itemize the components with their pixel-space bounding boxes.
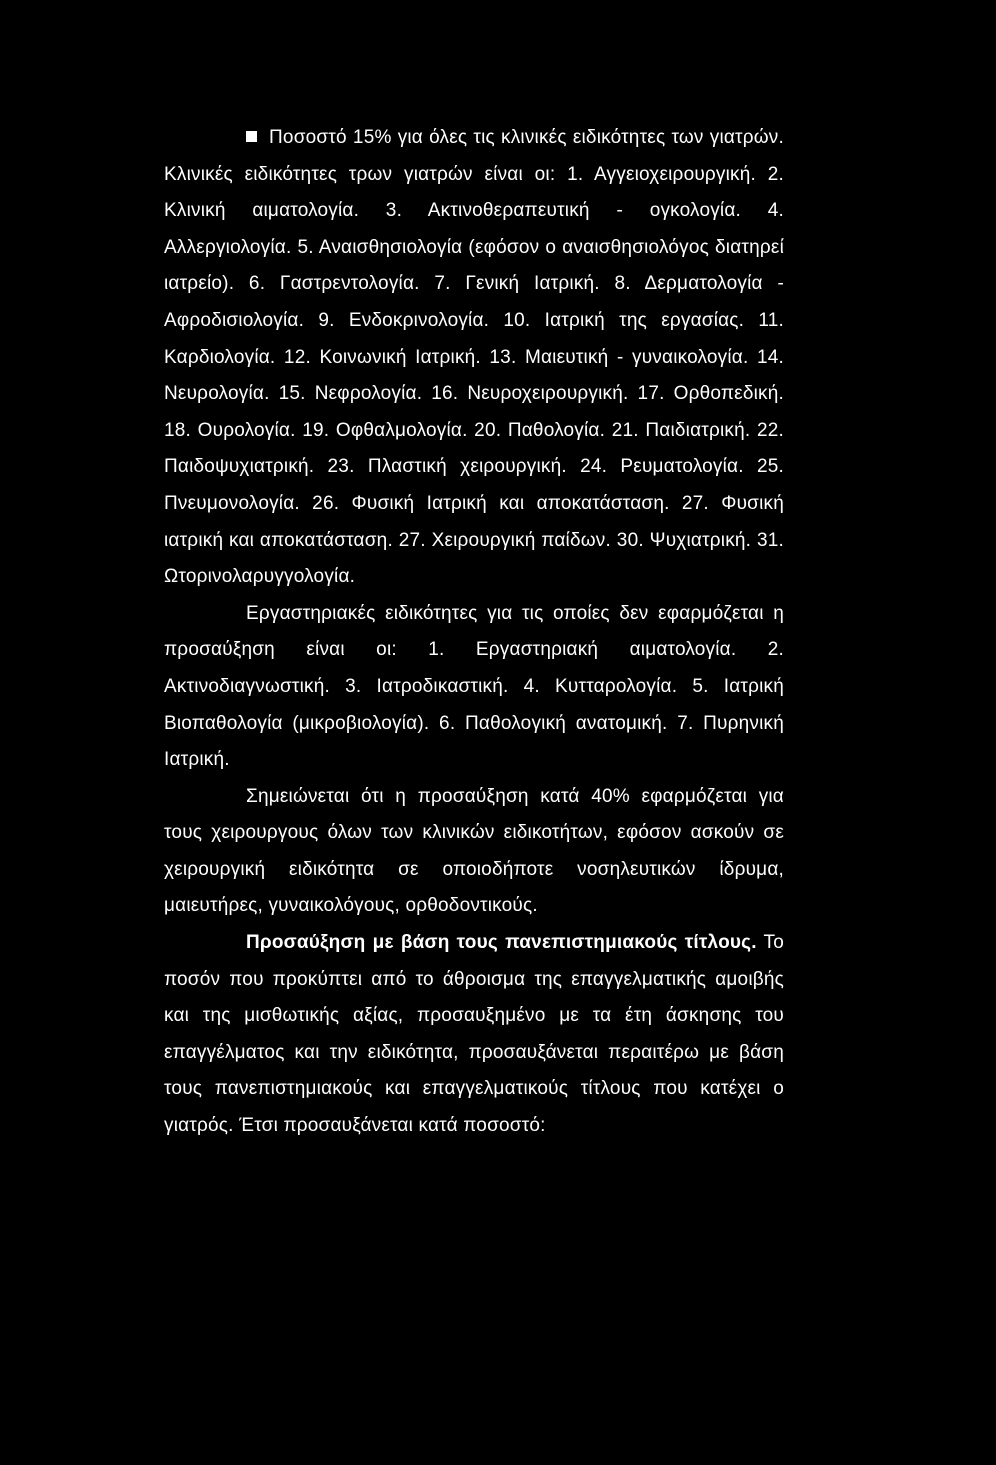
paragraph-university-titles-text: Το ποσόν που προκύπτει από το άθροισμα της επαγγελματικής αμοιβής και της μισθωτικής αξίας, προσαυξημένο με τα έτη άσκησης του επαγγέλματος και την ειδικότητα, προσαυξάνεται περαιτέρω με βάση τους πανεπιστημιακούς και επαγγελματικούς τίτλους που κατέχει ο γιατρός. Έτσι προσαυξάνεται κατά ποσοστό: bbox=[164, 932, 784, 1137]
paragraph-surgeons-note bbox=[164, 779, 784, 925]
paragraph-laboratory-specialties-text: Εργαστηριακές ειδικότητες για τις οποίες δεν εφαρμόζεται η προσαύξηση είναι οι: 1. Εργαστηριακή αιματολογία. 2. Ακτινοδιαγνωστική. 3. Ιατροδικαστική. 4. Κυτταρολογία. 5. Ιατρική Βιοπαθολογία (μικροβιολογία). 6. Παθολογική ανατομική. 7. Πυρηνική Ιατρική. bbox=[164, 602, 784, 771]
square-bullet-icon bbox=[246, 131, 257, 142]
section-heading: Προσαύξηση με βάση τους πανεπιστημιακούς τίτλους. bbox=[246, 932, 757, 954]
paragraph-clinical-specialties-text: Ποσοστό 15% για όλες τις κλινικές ειδικότητες των γιατρών. Κλινικές ειδικότητες τρων γιατρών είναι οι: 1. Αγγειοχειρουργική. 2. Κλινική αιματολογία. 3. Ακτινοθεραπευτική - ογκολογία. 4. Αλλεργιολογία. 5. Αναισθησιολογία (εφόσον ο αναισθησιολόγος διατηρεί ιατρείο). 6. Γαστρεντολογία. 7. Γενική Ιατρική. 8. Δερματολογία - Αφροδισιολογία. 9. Ενδοκρινολογία. 10. Ιατρική της εργασίας. 11. Καρδιολογία. 12. Κοινωνική Ιατρική. 13. Μαιευτική - γυναικολογία. 14. Νευρολογία. 15. Νεφρολογία. 16. Νευροχειρουργική. 17. Ορθοπεδική. 18. Ουρολογία. 19. Οφθαλμολογία. 20. Παθολογία. 21. Παιδιατρική. 22. Παιδοψυχιατρική. 23. Πλαστική χειρουργική. 24. Ρευματολογία. 25. Πνευμονολογία. 26. Φυσική Ιατρική και αποκατάσταση. 27. Φυσική ιατρική και αποκατάσταση. 27. Χειρουργική παίδων. 30. Ψυχιατρική. 31. Ωτορινολαρυγγολογία. bbox=[164, 127, 784, 588]
paragraph-university-titles bbox=[164, 925, 784, 1145]
paragraph-surgeons-note-text: Σημειώνεται ότι η προσαύξηση κατά 40% εφαρμόζεται για τους χειρουργους όλων των κλινικών ειδικοτήτων, εφόσον ασκούν σε χειρουργική ειδικότητα σε οποιοδήποτε νοσηλευτικών ίδρυμα, μαιευτήρες, γυναικολόγους, ορθοδοντικούς. bbox=[164, 785, 784, 917]
paragraph-clinical-specialties bbox=[164, 120, 784, 596]
document-page bbox=[164, 120, 784, 1145]
paragraph-laboratory-specialties bbox=[164, 596, 784, 779]
